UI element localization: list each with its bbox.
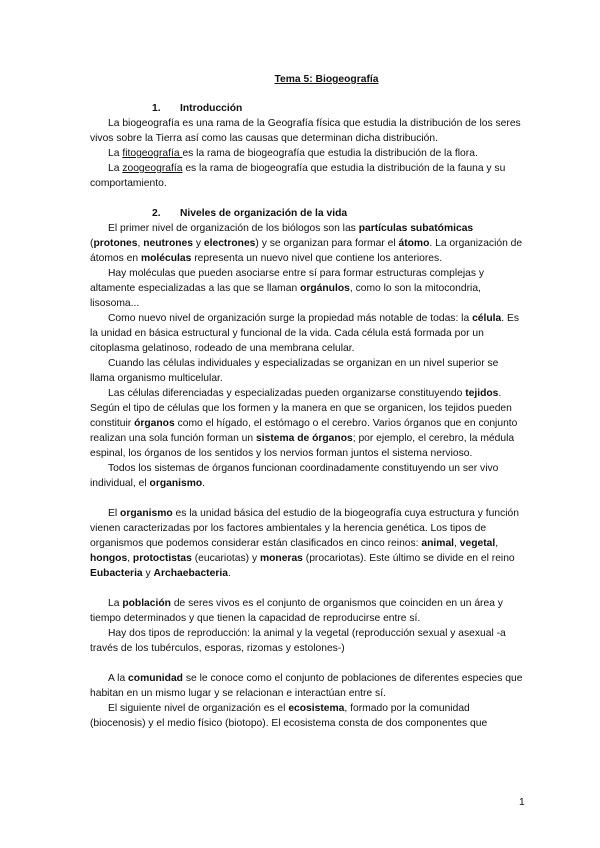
paragraph: Como nuevo nivel de organización surge la propiedad más notable de todas: la célula. Es la unidad en básica estructural y funcional de la vida. Cada célula está formada por un citoplasma gelatinoso, rodeado de una membrana celular. (90, 313, 520, 354)
term-fitogeografia: fitogeografía (122, 148, 183, 159)
paragraph: La biogeografía es una rama de la Geografía física que estudia la distribución de los seres vivos sobre la Tierra así como las causas que determinan dicha distribución. (90, 118, 521, 144)
paragraph: Todos los sistemas de órganos funcionan coordinadamente constituyendo un ser vivo individual, el organismo. (90, 463, 499, 489)
document-title: Tema 5: Biogeografía (274, 74, 379, 85)
paragraph: La población de seres vivos es el conjunto de organismos que coinciden en un área y tiempo determinados y que tienen la capacidad de reproducirse entre sí. (90, 598, 503, 624)
paragraph: El siguiente nivel de organización es el ecosistema, formado por la comunidad (biocenosis) y el medio físico (biotopo). El ecosistema consta de dos componentes que (90, 703, 488, 729)
section-heading-niveles (90, 206, 523, 221)
paragraph: Cuando las células individuales y especializadas se organizan en un nivel superior se llama organismo multicelular. (90, 358, 499, 384)
paragraph: Hay dos tipos de reproducción: la animal y la vegetal (reproducción sexual y asexual -a través de los tubérculos, esporas, rizomas y estolones-) (90, 628, 506, 654)
paragraph: A la comunidad se le conoce como el conjunto de poblaciones de diferentes especies que habitan en un mismo lugar y se relacionan e interactúan entre sí. (90, 673, 523, 699)
paragraph: La zoogeografía es la rama de biogeografía que estudia la distribución de la fauna y su comportamiento. (90, 163, 506, 189)
section-title: Introducción (180, 103, 243, 114)
section-heading-introduccion (90, 101, 523, 116)
paragraph: El organismo es la unidad básica del estudio de la biogeografía cuya estructura y función vienen caracterizadas por los factores ambientales y la herencia genética. Los tipos de organismos que podemos considerar están clasificados en cinco reinos: animal, vegetal, hongos, protoctistas (eucariotas) y moneras (procariotas). Este último se divide en el reino Eubacteria y Archaebacteria. (90, 508, 519, 579)
paragraph: Hay moléculas que pueden asociarse entre sí para formar estructuras complejas y altamente especializadas a las que se llaman orgánulos, como lo son la mitocondria, lisosoma... (90, 268, 485, 309)
section-title: Niveles de organización de la vida (180, 208, 348, 219)
paragraph: Las células diferenciadas y especializadas pueden organizarse constituyendo tejidos. Según el tipo de células que los formen y la manera en que se organicen, los tejidos pueden constituir órganos como el hígado, el estómago o el cerebro. Varios órganos que en conjunto realizan una sola función forman un sistema de órganos; por ejemplo, el cerebro, la médula espinal, los órganos de los sentidos y los nervios forman juntos el sistema nervioso. (90, 388, 518, 459)
term-zoogeografia: zoogeografía (122, 163, 183, 174)
page-number: 1 (519, 797, 525, 808)
paragraph: El primer nivel de organización de los biólogos son las partículas subatómicas (protones, neutrones y electrones) y se organizan para formar el átomo. La organización de átomos en moléculas representa un nuevo nivel que contiene los anteriores. (90, 223, 523, 264)
document-body (90, 72, 523, 731)
paragraph: La fitogeografía es la rama de biogeografía que estudia la distribución de la flora. (108, 148, 478, 159)
section-number: 1. (152, 103, 161, 114)
section-number: 2. (152, 208, 161, 219)
